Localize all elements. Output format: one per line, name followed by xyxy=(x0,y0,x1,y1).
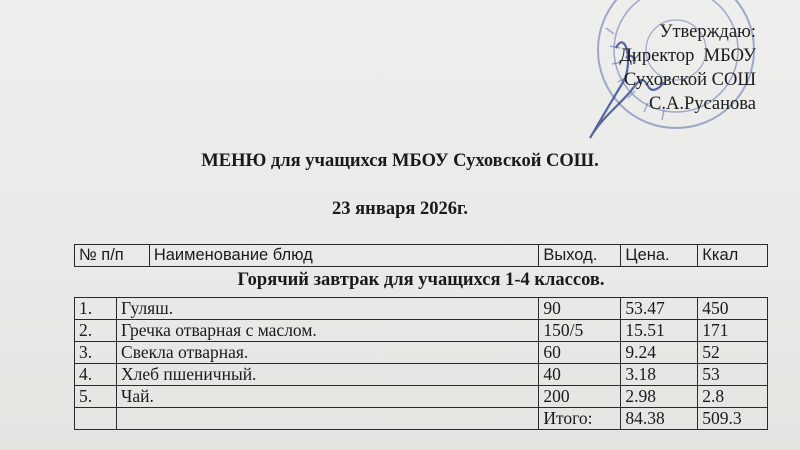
dish-price: 15.51 xyxy=(621,320,698,342)
menu-table xyxy=(74,297,768,430)
approval-block xyxy=(619,20,756,116)
dish-price: 2.98 xyxy=(621,386,698,408)
dish-output: 200 xyxy=(539,386,621,408)
header-kcal: Ккал xyxy=(698,245,768,267)
menu-table-header xyxy=(74,244,768,267)
dish-price: 3.18 xyxy=(621,364,698,386)
approval-line-3: Суховской СОШ xyxy=(624,70,756,90)
dish-price: 9.24 xyxy=(621,342,698,364)
table-row xyxy=(75,364,768,386)
document-date: 23 января 2026г. xyxy=(332,199,468,219)
table-row xyxy=(75,342,768,364)
row-number: 5. xyxy=(75,386,117,408)
dish-output: 150/5 xyxy=(539,320,621,342)
approval-line-2: Директор МБОУ xyxy=(619,46,756,66)
header-number: № п/п xyxy=(75,245,150,267)
row-number: 4. xyxy=(75,364,117,386)
dish-kcal: 450 xyxy=(698,298,768,320)
dish-kcal: 53 xyxy=(698,364,768,386)
header-dish-name: Наименование блюд xyxy=(149,245,539,267)
header-price: Цена. xyxy=(621,245,698,267)
dish-kcal: 52 xyxy=(698,342,768,364)
table-row xyxy=(75,386,768,408)
table-row xyxy=(75,320,768,342)
total-empty-number xyxy=(75,408,117,430)
dish-output: 90 xyxy=(539,298,621,320)
total-price: 84.38 xyxy=(621,408,698,430)
dish-name: Хлеб пшеничный. xyxy=(117,364,539,386)
total-label: Итого: xyxy=(539,408,621,430)
section-title: Горячий завтрак для учащихся 1-4 классов. xyxy=(237,270,605,290)
header-output: Выход. xyxy=(539,245,621,267)
header-row xyxy=(75,245,768,267)
dish-output: 40 xyxy=(539,364,621,386)
dish-name: Гречка отварная с маслом. xyxy=(117,320,539,342)
dish-kcal: 2.8 xyxy=(698,386,768,408)
total-row xyxy=(75,408,768,430)
total-empty-name xyxy=(117,408,539,430)
dish-price: 53.47 xyxy=(621,298,698,320)
dish-name: Свекла отварная. xyxy=(117,342,539,364)
row-number: 3. xyxy=(75,342,117,364)
row-number: 2. xyxy=(75,320,117,342)
row-number: 1. xyxy=(75,298,117,320)
table-row xyxy=(75,298,768,320)
dish-output: 60 xyxy=(539,342,621,364)
approval-line-4: С.А.Русанова xyxy=(649,94,756,114)
total-kcal: 509.3 xyxy=(698,408,768,430)
dish-name: Гуляш. xyxy=(117,298,539,320)
approval-line-1: Утверждаю: xyxy=(659,22,756,42)
dish-name: Чай. xyxy=(117,386,539,408)
dish-kcal: 171 xyxy=(698,320,768,342)
document-title: МЕНЮ для учащихся МБОУ Суховской СОШ. xyxy=(201,151,599,171)
